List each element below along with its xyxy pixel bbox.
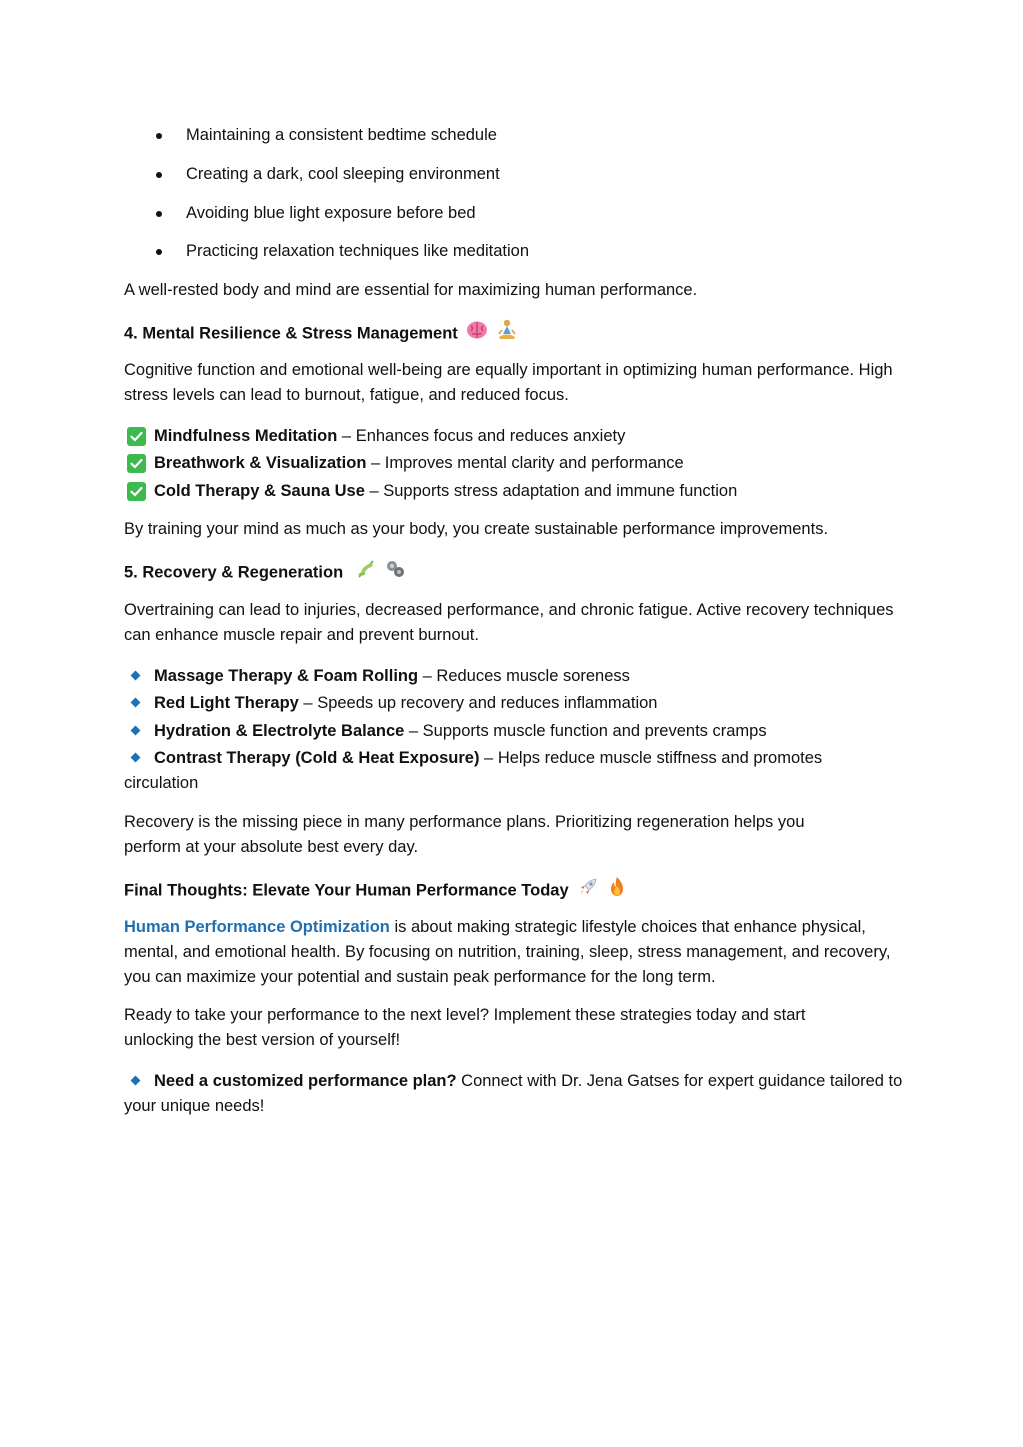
meditating-person-icon <box>497 319 517 349</box>
final-paragraph-1 <box>124 915 904 990</box>
section-heading-text: 4. Mental Resilience & Stress Management <box>124 324 458 343</box>
list-item-text: Maintaining a consistent bedtime schedule <box>186 126 497 144</box>
item-description: – Speeds up recovery and reduces inflammation <box>298 694 658 712</box>
brain-icon <box>466 320 488 348</box>
item-title: Breathwork & Visualization <box>154 454 367 472</box>
section-heading <box>124 319 904 349</box>
section4-heading-row <box>124 319 904 349</box>
bullet-dot <box>156 133 162 139</box>
final-paragraph-1-text: is about making strategic lifestyle choices that enhance physical, mental, and emotional health. By focusing on nutrition, training, sleep, stress management, and recovery, you can maximize your potential and sustain peak performance for the long term. <box>124 918 891 986</box>
item-title: Hydration & Electrolyte Balance <box>154 722 405 740</box>
sleep-closing-paragraph: A well-rested body and mind are essential for maximizing human performance. <box>124 281 698 299</box>
section5-intro: Overtraining can lead to injuries, decreased performance, and chronic fatigue. Active recovery techniques can enhance muscle repair and prevent burnout. <box>124 601 894 644</box>
section-heading <box>124 876 904 906</box>
cta-title: Need a customized performance plan? <box>154 1072 457 1090</box>
item-description: – Supports stress adaptation and immune function <box>364 482 738 500</box>
section-heading <box>124 559 904 587</box>
bullet-dot <box>156 211 162 217</box>
item-description: – Helps reduce muscle stiffness and promotes circulation <box>124 749 823 792</box>
item-title: Mindfulness Meditation <box>154 427 338 445</box>
diamond-list-item <box>124 719 904 744</box>
item-description: – Improves mental clarity and performance <box>366 454 684 472</box>
human-performance-optimization-link[interactable]: Human Performance Optimization <box>124 918 390 936</box>
final-heading-row <box>124 876 904 906</box>
list-item-text: Creating a dark, cool sleeping environment <box>186 165 500 183</box>
final-paragraph-2: Ready to take your performance to the next level? Implement these strategies today and start unlocking the best version of yourself! <box>124 1006 806 1049</box>
diamond-list-item <box>124 691 904 716</box>
section5-closing: Recovery is the missing piece in many performance plans. Prioritizing regeneration helps you perform at your absolute best every day. <box>124 813 805 856</box>
section5-heading-row <box>124 559 904 587</box>
checkmark-icon <box>127 427 146 446</box>
item-title: Massage Therapy & Foam Rolling <box>154 667 419 685</box>
item-title: Cold Therapy & Sauna Use <box>154 482 365 500</box>
section4-intro: Cognitive function and emotional well-being are equally important in optimizing human performance. High stress levels can lead to burnout, fatigue, and reduced focus. <box>124 361 893 404</box>
herb-icon <box>356 559 376 587</box>
bullet-dot <box>156 172 162 178</box>
item-description: – Enhances focus and reduces anxiety <box>337 427 626 445</box>
bullet-dot <box>156 249 162 255</box>
item-description: – Reduces muscle soreness <box>418 667 630 685</box>
fire-icon <box>608 876 626 906</box>
section-heading-text: Final Thoughts: Elevate Your Human Performance Today <box>124 881 569 900</box>
checkmark-icon <box>127 454 146 473</box>
item-title: Red Light Therapy <box>154 694 299 712</box>
gears-icon <box>384 559 406 587</box>
list-item-text: Avoiding blue light exposure before bed <box>186 204 476 222</box>
item-description: – Supports muscle function and prevents cramps <box>404 722 767 740</box>
cta-item <box>124 1069 904 1119</box>
section-heading-text: 5. Recovery & Regeneration <box>124 563 344 582</box>
list-item-text: Practicing relaxation techniques like meditation <box>186 242 530 260</box>
rocket-icon <box>577 877 599 905</box>
diamond-list-item <box>124 664 904 689</box>
section4-closing: By training your mind as much as your body, you create sustainable performance improvements. <box>124 520 829 538</box>
checkmark-icon <box>127 482 146 501</box>
item-title: Contrast Therapy (Cold & Heat Exposure) <box>154 749 480 767</box>
cta-description: Connect with Dr. Jena Gatses for expert guidance tailored to your unique needs! <box>124 1072 903 1115</box>
diamond-list-item <box>124 746 844 796</box>
